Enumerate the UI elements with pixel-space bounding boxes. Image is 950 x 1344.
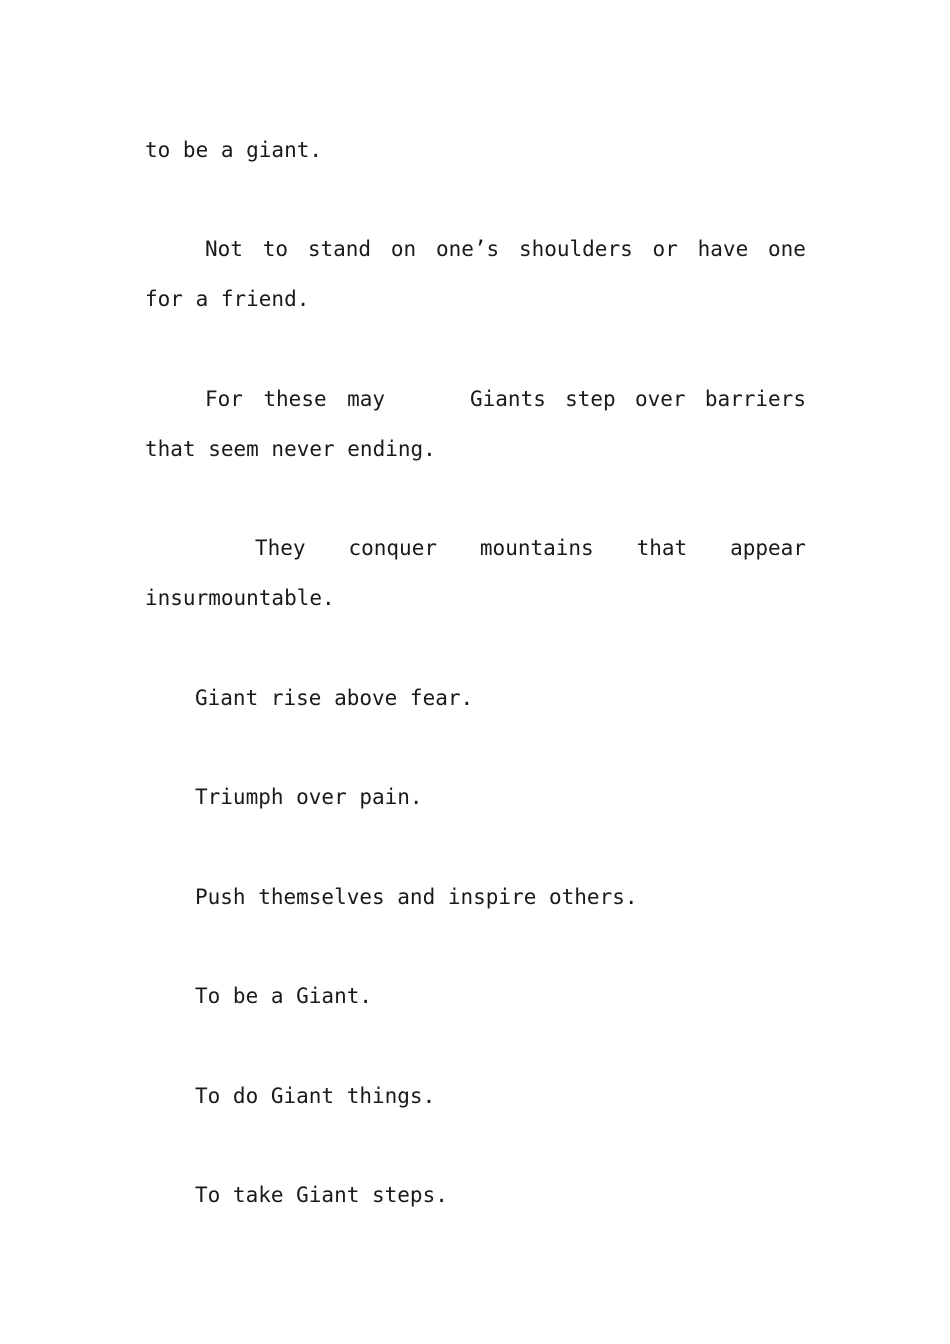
text-line-12: To do Giant things.: [195, 1084, 436, 1108]
word: one’s: [435, 237, 500, 261]
text-line-9: Triumph over pain.: [195, 785, 423, 809]
word: these: [263, 387, 327, 411]
word: step: [565, 387, 616, 411]
paragraph-2-line-1: [205, 235, 806, 263]
word: appear: [730, 536, 806, 560]
paragraph-4-line-1: [255, 534, 806, 562]
word: may: [347, 387, 385, 411]
text-line-10: Push themselves and inspire others.: [195, 885, 638, 909]
word: or: [652, 237, 678, 261]
word: have: [697, 237, 749, 261]
word: conquer: [348, 536, 437, 560]
text-line-13: To take Giant steps.: [195, 1183, 448, 1207]
text-line-8: Giant rise above fear.: [195, 686, 474, 710]
word: stand: [307, 237, 372, 261]
paragraph-4-line-2: insurmountable.: [145, 586, 335, 610]
word: Not: [205, 237, 243, 261]
word: They: [255, 536, 306, 560]
word: over: [634, 387, 686, 411]
word: Giants: [470, 387, 546, 411]
text-line-1: to be a giant.: [145, 138, 323, 162]
word: to: [262, 237, 289, 261]
word: For: [205, 387, 243, 411]
word: barriers: [704, 387, 806, 411]
paragraph-3-line-2: that seem never ending.: [145, 437, 436, 461]
paragraph-3-right-group: [470, 385, 806, 413]
word: that: [636, 536, 688, 560]
paragraph-2-line-2: for a friend.: [145, 287, 310, 311]
word: shoulders: [518, 237, 633, 261]
word: on: [390, 237, 417, 261]
word: one: [768, 237, 806, 261]
paragraph-3-left-group: [205, 385, 385, 413]
paragraph-3-line-1: [205, 385, 806, 413]
word: mountains: [479, 536, 594, 560]
text-line-11: To be a Giant.: [195, 984, 373, 1008]
